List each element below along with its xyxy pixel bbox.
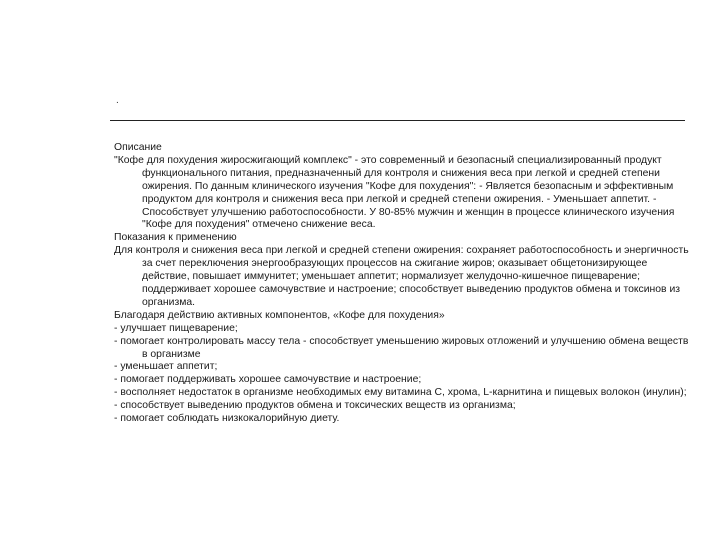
benefit-item: - помогает поддерживать хорошее самочувствие и настроение;: [114, 374, 422, 386]
benefit-item: - помогает контролировать массу тела - способствует уменьшению жировых отложений и улучшению обмена веществ в организме: [114, 335, 689, 360]
benefits-heading: Благодаря действию активных компонентов, «Кофе для похудения»: [114, 309, 445, 321]
content-block: [114, 142, 689, 426]
description-heading: Описание: [114, 142, 162, 153]
benefit-item: - помогает соблюдать низкокалорийную диету.: [114, 413, 340, 425]
benefit-item: - улучшает пищеварение;: [114, 322, 238, 334]
benefit-item: - способствует выведению продуктов обмена и токсических веществ из организма;: [114, 400, 516, 412]
title-divider: [110, 120, 685, 121]
indications-heading: Показания к применению: [114, 232, 237, 244]
indications-text: Для контроля и снижения веса при легкой и средней степени ожирения: сохраняет работоспособность и энергичность за счет переключения энергообразующих процессов на сжигание жиров; оказывает общетонизирующее действие, повышает иммунитет; уменьшает аппетит; нормализует желудочно-кишечное пищеварение; поддерживает хорошее самочувствие и настроение; способствует выведению продуктов обмена и токсинов из организма.: [114, 245, 689, 308]
slide-dot: .: [116, 95, 119, 106]
benefit-item: - восполняет недостаток в организме необходимых ему витамина С, хрома, L-карнитина и пищевых волокон (инулин);: [114, 387, 687, 399]
benefit-item: - уменьшает аппетит;: [114, 361, 218, 373]
description-text: "Кофе для похудения жиросжигающий комплекс" - это современный и безопасный специализированный продукт функционального питания, предназначенный для контроля и снижения веса при легкой и средней степени ожирения. По данным клинического изучения "Кофе для похудения": - Является безопасным и эффективным продуктом для контроля и снижения веса при легкой и средней степени ожирения. - Уменьшает аппетит. - Способствует улучшению работоспособности. У 80-85% мужчин и женщин в процессе клинического изучения "Кофе для похудения" отмечено снижение веса.: [114, 154, 675, 231]
